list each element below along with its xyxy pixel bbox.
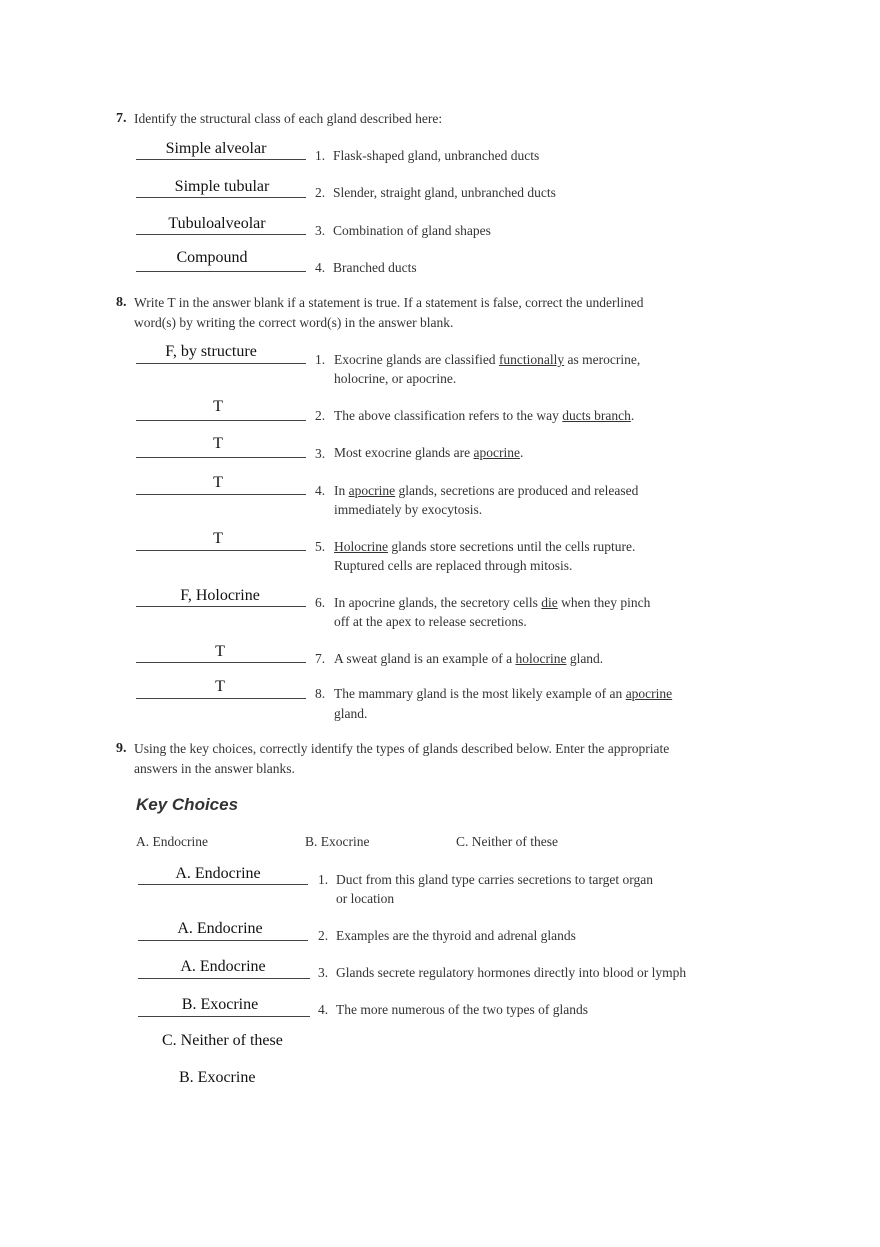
- q8-item-text-1: Exocrine glands are classified functionally as merocrine,: [334, 352, 641, 367]
- q8-answer-3[interactable]: T: [213, 435, 223, 452]
- q8-item-text-3: Most exocrine glands are apocrine.: [334, 445, 524, 460]
- q8-prompt-line-1: Write T in the answer blank if a statement is true. If a statement is false, correct the underlined: [134, 295, 644, 310]
- q7-answer-line-2: [136, 197, 306, 198]
- q8-answer-line-4: [136, 494, 306, 495]
- q8-item-number-6: 6.: [315, 595, 326, 610]
- q8-underlined-4: apocrine: [348, 483, 396, 498]
- q9-answer-1[interactable]: A. Endocrine: [175, 865, 261, 882]
- q8-answer-line-7: [136, 662, 306, 663]
- q9-answer-2[interactable]: A. Endocrine: [177, 920, 263, 937]
- q8-item-number-5: 5.: [315, 539, 326, 554]
- q8-answer-4[interactable]: T: [213, 474, 223, 491]
- q9-answer-3[interactable]: A. Endocrine: [180, 958, 266, 975]
- q7-answer-line-4: [136, 271, 306, 272]
- q8-item-text-6: In apocrine glands, the secretory cells die when they pinch: [334, 595, 651, 610]
- q8-item-text-8-line-2: gland.: [334, 706, 368, 721]
- extra-answer-2[interactable]: B. Exocrine: [179, 1069, 256, 1086]
- q8-item-text-8: The mammary gland is the most likely example of an apocrine: [334, 686, 673, 701]
- q7-answer-1[interactable]: Simple alveolar: [165, 140, 267, 157]
- q8-answer-line-8: [136, 698, 306, 699]
- q8-item-number-8: 8.: [315, 686, 326, 701]
- q8-underlined-5: Holocrine: [334, 539, 388, 554]
- q8-underlined-8: apocrine: [625, 686, 673, 701]
- q8-answer-5[interactable]: T: [213, 530, 223, 547]
- q9-answer-4[interactable]: B. Exocrine: [181, 996, 259, 1013]
- q8-item-text-6-line-2: off at the apex to release secretions.: [334, 614, 527, 629]
- q8-underlined-3: apocrine: [473, 445, 520, 460]
- q9-answer-line-2: [138, 940, 308, 941]
- q9-item-text-1: Duct from this gland type carries secretions to target organ: [336, 872, 654, 887]
- q9-prompt-line-2: answers in the answer blanks.: [134, 761, 295, 776]
- q8-item-text-1-line-2: holocrine, or apocrine.: [334, 371, 457, 386]
- q7-answer-4[interactable]: Compound: [176, 249, 248, 266]
- q7-answer-line-1: [136, 159, 306, 160]
- q9-answer-line-1: [138, 884, 308, 885]
- q8-answer-line-3: [136, 457, 306, 458]
- q8-item-number-3: 3.: [315, 446, 326, 461]
- q8-item-number-7: 7.: [315, 651, 326, 666]
- q7-answer-3[interactable]: Tubuloalveolar: [168, 215, 266, 232]
- q7-prompt: Identify the structural class of each gland described here:: [134, 111, 443, 126]
- q8-answer-8[interactable]: T: [215, 678, 225, 695]
- q8-answer-line-2: [136, 420, 306, 421]
- q7-answer-line-3: [136, 234, 306, 235]
- key-choice-a: A. Endocrine: [136, 834, 208, 849]
- q7-item-text-4: Branched ducts: [333, 260, 417, 275]
- q8-underlined-6: die: [541, 595, 558, 610]
- q8-number: 8.: [116, 295, 127, 310]
- q8-item-text-4-line-2: immediately by exocytosis.: [334, 502, 483, 517]
- q8-item-text-5-line-2: Ruptured cells are replaced through mitosis.: [334, 558, 573, 573]
- q7-answer-2[interactable]: Simple tubular: [174, 178, 270, 195]
- q9-answer-line-4: [138, 1016, 310, 1017]
- q8-item-number-1: 1.: [315, 352, 326, 367]
- q8-item-text-2: The above classification refers to the way ducts branch.: [334, 408, 635, 423]
- q8-item-number-4: 4.: [315, 483, 326, 498]
- q8-answer-line-6: [136, 606, 306, 607]
- q8-item-number-2: 2.: [315, 408, 326, 423]
- q9-item-text-2: Examples are the thyroid and adrenal glands: [336, 928, 576, 943]
- q8-answer-2[interactable]: T: [213, 398, 223, 415]
- q9-prompt-line-1: Using the key choices, correctly identify the types of glands described below. Enter the appropriate: [134, 741, 670, 756]
- q8-item-text-7: A sweat gland is an example of a holocrine gland.: [334, 651, 604, 666]
- q7-item-number-1: 1.: [315, 148, 326, 163]
- q8-answer-7[interactable]: T: [215, 643, 225, 660]
- q9-item-number-2: 2.: [318, 928, 329, 943]
- q8-answer-line-5: [136, 550, 306, 551]
- q7-item-text-3: Combination of gland shapes: [333, 223, 491, 238]
- q9-item-number-3: 3.: [318, 965, 329, 980]
- q8-item-text-5: Holocrine glands store secretions until the cells rupture.: [334, 539, 636, 554]
- q9-answer-line-3: [138, 978, 310, 979]
- q7-item-text-2: Slender, straight gland, unbranched ducts: [333, 185, 556, 200]
- q9-item-number-4: 4.: [318, 1002, 329, 1017]
- q8-answer-6[interactable]: F, Holocrine: [180, 587, 260, 604]
- extra-answer-1[interactable]: C. Neither of these: [162, 1032, 283, 1049]
- q8-underlined-1: functionally: [498, 352, 565, 367]
- key-choice-c: C. Neither of these: [456, 834, 558, 849]
- q8-answer-1[interactable]: F, by structure: [165, 343, 257, 360]
- q7-item-text-1: Flask-shaped gland, unbranched ducts: [333, 148, 540, 163]
- q8-answer-line-1: [136, 363, 306, 364]
- key-choice-b: B. Exocrine: [305, 834, 370, 849]
- q8-underlined-2: ducts branch: [562, 408, 631, 423]
- q8-prompt-line-2: word(s) by writing the correct word(s) in the answer blank.: [134, 315, 454, 330]
- q9-item-number-1: 1.: [318, 872, 329, 887]
- q7-item-number-3: 3.: [315, 223, 326, 238]
- q8-underlined-7: holocrine: [515, 651, 567, 666]
- q9-item-text-3: Glands secrete regulatory hormones directly into blood or lymph: [336, 965, 687, 980]
- q7-item-number-2: 2.: [315, 185, 326, 200]
- q7-number: 7.: [116, 111, 127, 126]
- q7-item-number-4: 4.: [315, 260, 326, 275]
- key-choices-heading: Key Choices: [136, 795, 239, 814]
- q8-item-text-4: In apocrine glands, secretions are produced and released: [334, 483, 639, 498]
- q9-number: 9.: [116, 741, 127, 756]
- q9-item-text-4: The more numerous of the two types of glands: [336, 1002, 588, 1017]
- q9-item-text-1-line-2: or location: [336, 891, 395, 906]
